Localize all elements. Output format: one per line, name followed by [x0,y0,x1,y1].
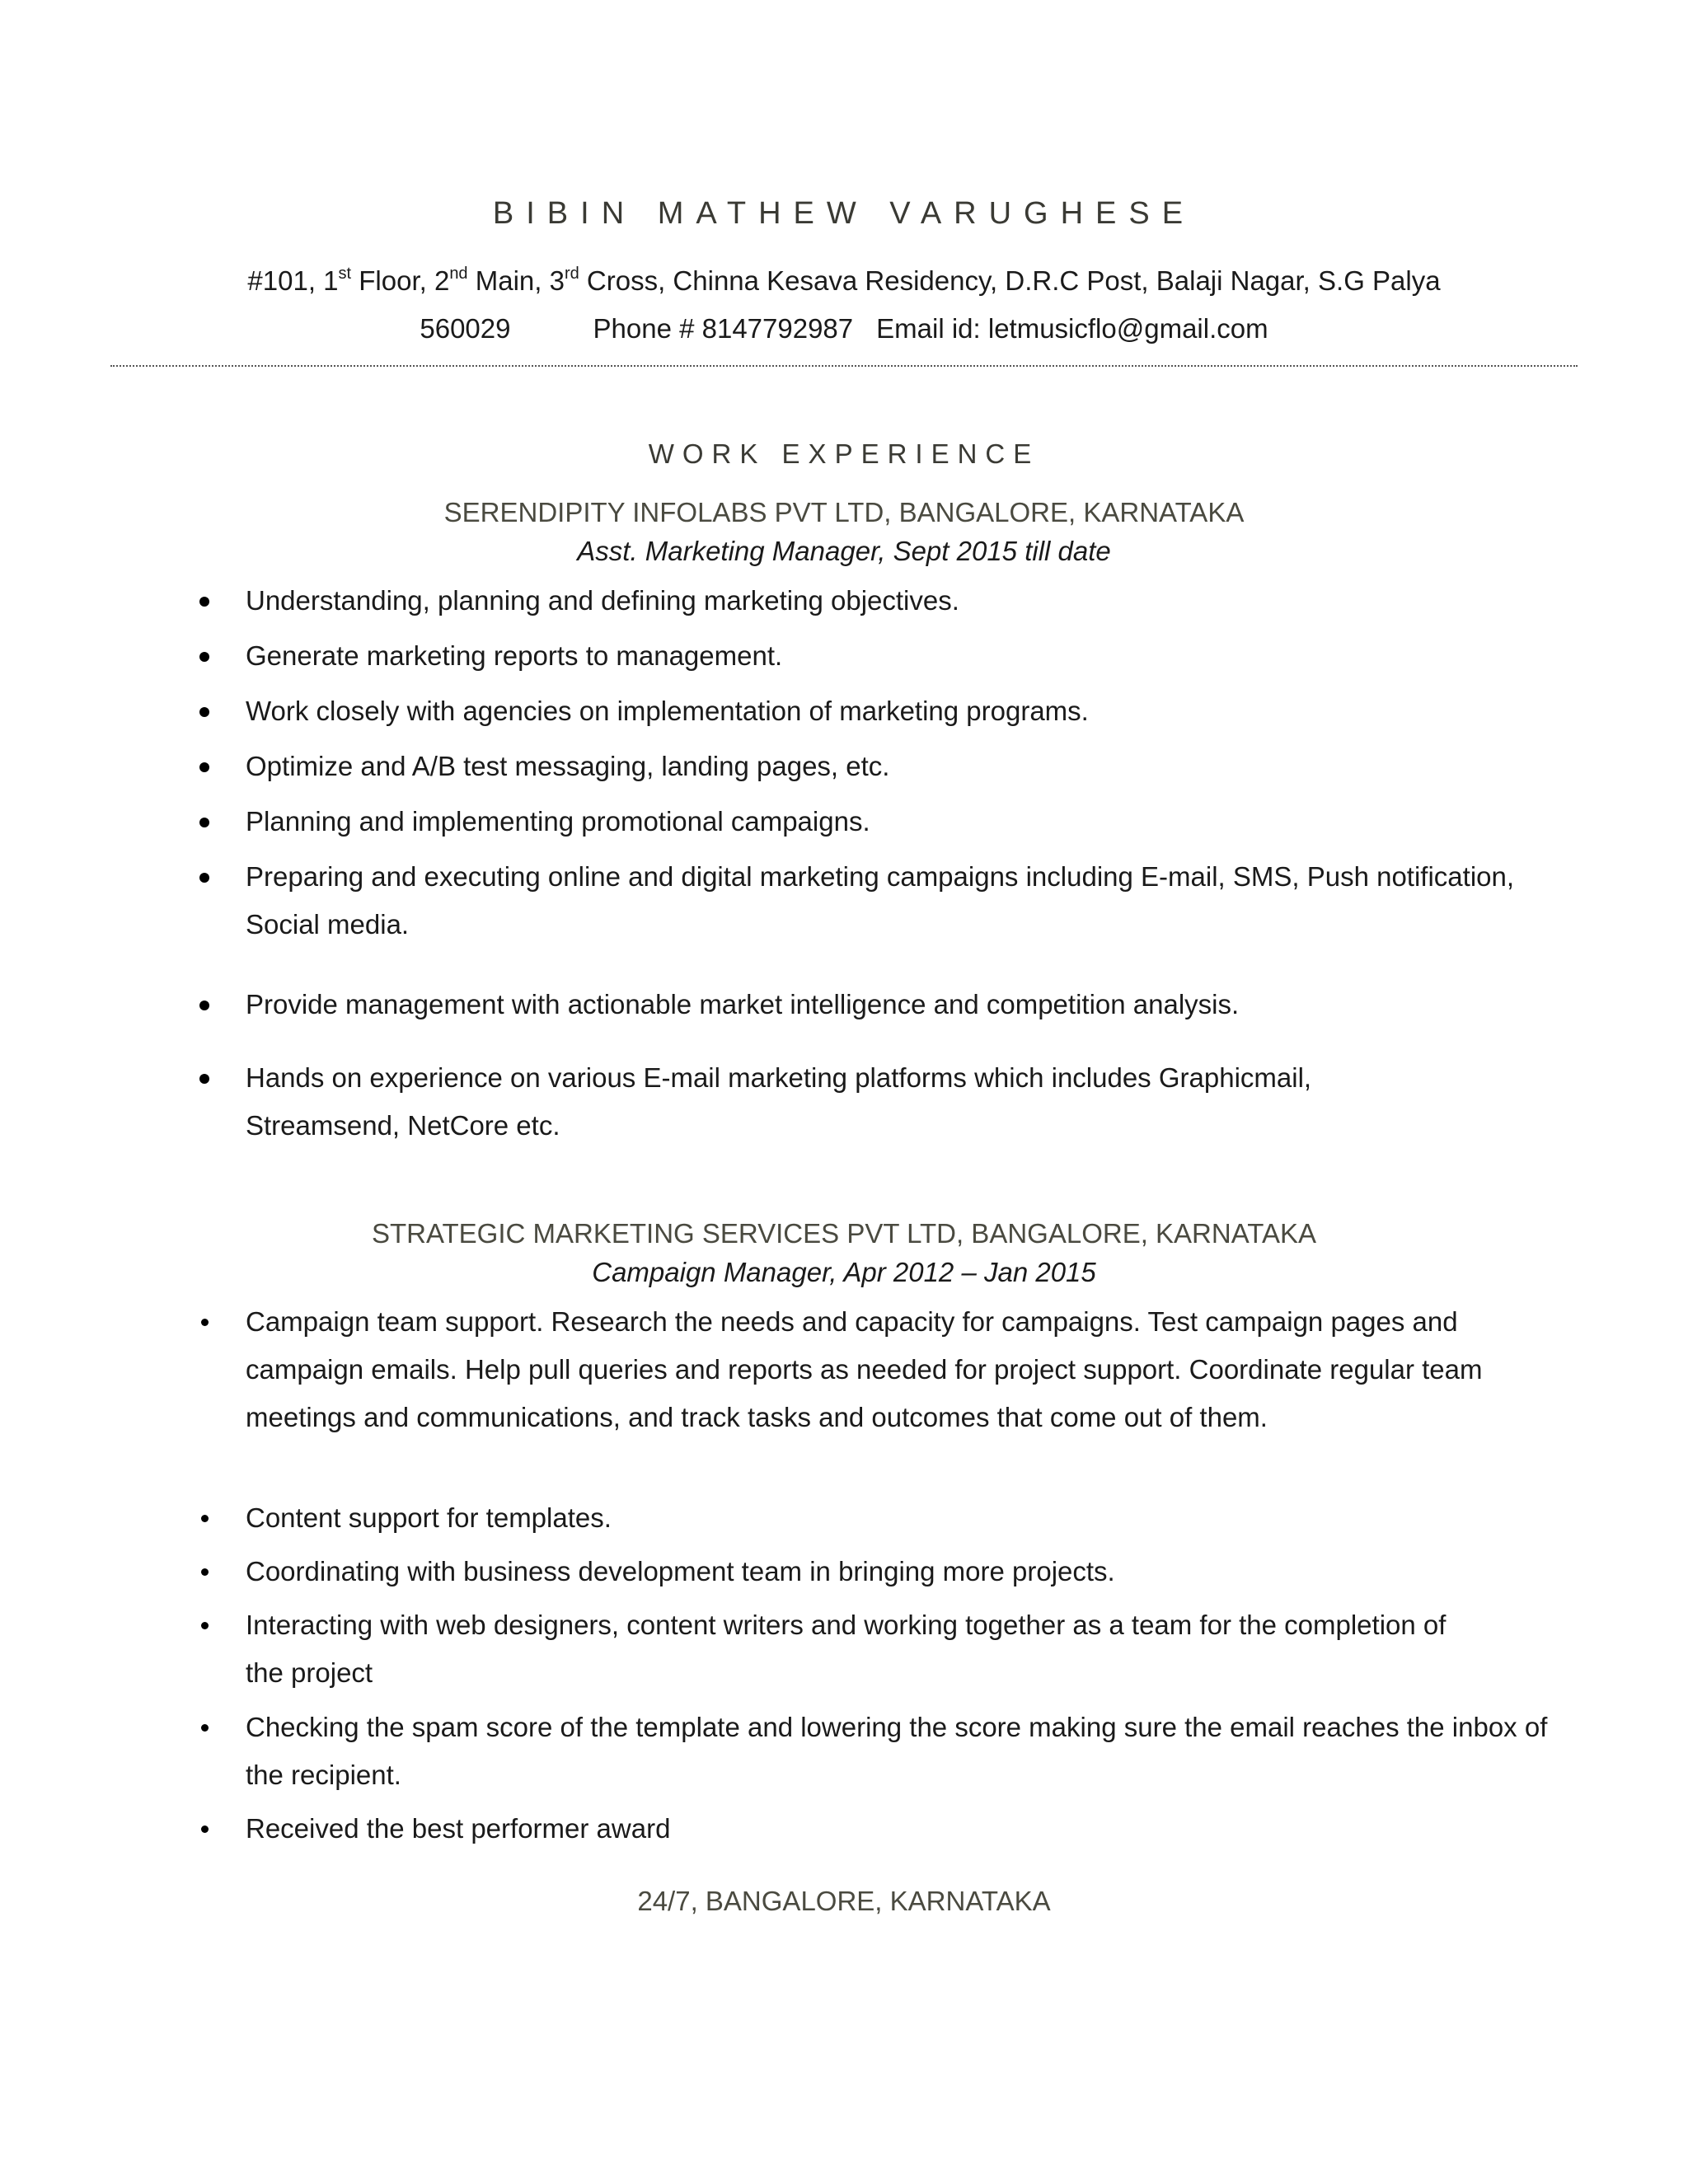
header-divider [110,365,1578,367]
list-item: Work closely with agencies on implementation of marketing programs. [246,687,1531,735]
ordinal-suffix: rd [564,265,579,283]
address-part: Floor, 2 [351,265,450,296]
job-role: Asst. Marketing Manager, Sept 2015 till date [577,536,1111,566]
contact-line [0,305,1688,353]
list-item: Optimize and A/B test messaging, landing pages, etc. [246,743,1531,790]
section-title-work-experience: WORK EXPERIENCE [648,438,1040,469]
pincode: 560029 [420,313,511,344]
address-line [0,257,1688,305]
list-item: Coordinating with business development team in bringing more projects. [246,1548,1531,1596]
ordinal-suffix: st [338,265,352,283]
list-item: Planning and implementing promotional campaigns. [246,798,1531,846]
address-part: #101, 1 [247,265,339,296]
phone: Phone # 8147792987 [593,313,854,344]
list-item: Checking the spam score of the template and lowering the score making sure the email reaches the inbox of the recipient. [246,1704,1548,1799]
list-item: Understanding, planning and defining marketing objectives. [246,577,1531,625]
company-name: STRATEGIC MARKETING SERVICES PVT LTD, BANGALORE, KARNATAKA [371,1218,1317,1249]
list-item: Preparing and executing online and digital marketing campaigns including E-mail, SMS, Push notification, Social media. [246,853,1515,949]
list-item: Provide management with actionable market intelligence and competition analysis. [246,981,1531,1029]
list-item: Content support for templates. [246,1494,1531,1542]
address-part: Main, 3 [467,265,565,296]
ordinal-suffix: nd [449,265,468,283]
list-item: Hands on experience on various E-mail marketing platforms which includes Graphicmail, Streamsend, NetCore etc. [246,1054,1465,1150]
contact-block [0,257,1688,353]
list-item: Generate marketing reports to management. [246,632,1531,680]
company-name: SERENDIPITY INFOLABS PVT LTD, BANGALORE, KARNATAKA [443,497,1245,527]
job-role: Campaign Manager, Apr 2012 – Jan 2015 [592,1257,1096,1287]
company-name: 24/7, BANGALORE, KARNATAKA [637,1886,1051,1916]
list-item: Received the best performer award [246,1805,1531,1853]
email: Email id: letmusicflo@gmail.com [876,313,1268,344]
candidate-name: BIBIN MATHEW VARUGHESE [492,196,1196,231]
address-part: Cross, Chinna Kesava Residency, D.R.C Post, Balaji Nagar, S.G Palya [579,265,1441,296]
list-item: Campaign team support. Research the needs and capacity for campaigns. Test campaign pages and campaign emails. Help pull queries and reports as needed for project support. Coordinate regular team meetings and communications, and track tasks and outcomes that come out of them. [246,1298,1531,1441]
list-item: Interacting with web designers, content writers and working together as a team for the completion of the project [246,1601,1482,1697]
